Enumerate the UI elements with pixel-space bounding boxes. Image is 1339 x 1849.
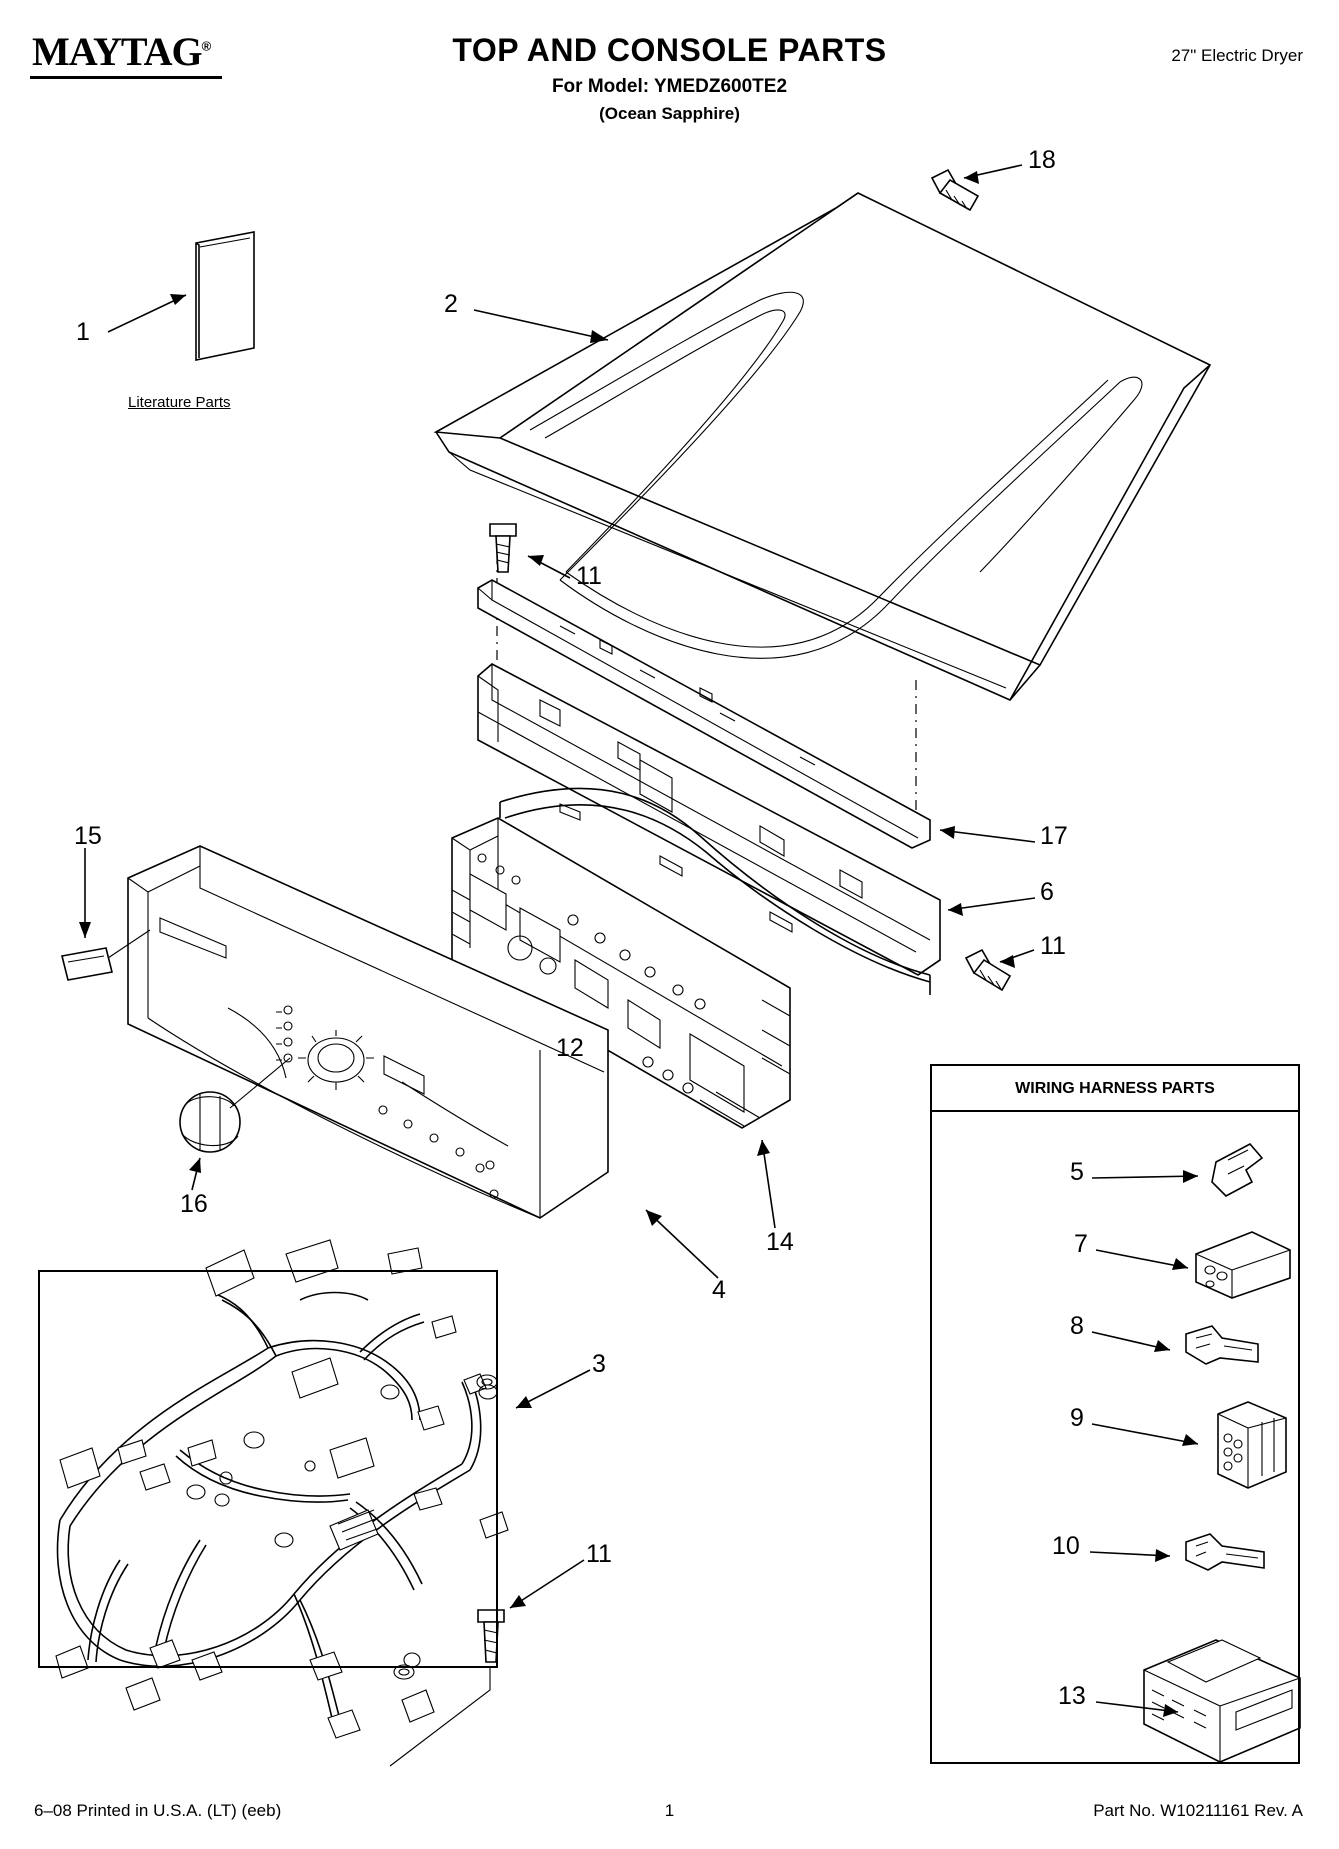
part-16-knob bbox=[180, 1092, 240, 1152]
page-title: TOP AND CONSOLE PARTS bbox=[452, 32, 887, 68]
model-line: For Model: YMEDZ600TE2 bbox=[551, 76, 788, 97]
part-number: Part No. W10211161 Rev. A bbox=[1093, 1801, 1303, 1820]
callout-3: 3 bbox=[592, 1350, 606, 1378]
callout-9: 9 bbox=[1070, 1404, 1084, 1432]
box-divider bbox=[932, 1110, 1298, 1112]
callout-1: 1 bbox=[76, 318, 90, 346]
callout-2: 2 bbox=[444, 290, 458, 318]
callout-7: 7 bbox=[1074, 1230, 1088, 1258]
part-11-screw-right bbox=[966, 950, 1010, 990]
color-line: (Ocean Sapphire) bbox=[599, 104, 740, 123]
caption-literature-parts: Literature Parts bbox=[128, 394, 231, 411]
wiring-harness-parts-title: WIRING HARNESS PARTS bbox=[1015, 1080, 1215, 1097]
registered-mark: ® bbox=[201, 38, 211, 54]
callout-15: 15 bbox=[74, 822, 102, 850]
callout-6: 6 bbox=[1040, 878, 1054, 906]
part-15-pad bbox=[62, 948, 112, 980]
callout-13: 13 bbox=[1058, 1682, 1086, 1710]
footer-print-info: 6–08 Printed in U.S.A. (LT) (eeb) bbox=[34, 1801, 282, 1820]
callout-16: 16 bbox=[180, 1190, 208, 1218]
part-11-screw-top bbox=[490, 524, 516, 572]
page-number: 1 bbox=[664, 1801, 675, 1820]
callout-8: 8 bbox=[1070, 1312, 1084, 1340]
callout-12: 12 bbox=[556, 1034, 584, 1062]
callout-11-right: 11 bbox=[1040, 932, 1066, 960]
leader-2 bbox=[474, 310, 608, 340]
callout-11-bottom: 11 bbox=[586, 1540, 612, 1568]
callout-11-top: 11 bbox=[576, 562, 602, 590]
part-1-literature bbox=[196, 232, 254, 360]
leader-11-bottom-ext bbox=[390, 1666, 490, 1766]
callout-18: 18 bbox=[1028, 146, 1056, 174]
callout-10: 10 bbox=[1052, 1532, 1080, 1560]
wiring-harness-parts-box bbox=[930, 1064, 1300, 1764]
callout-14: 14 bbox=[766, 1228, 794, 1256]
harness-drawing-box bbox=[38, 1270, 498, 1668]
callout-5: 5 bbox=[1070, 1158, 1084, 1186]
appliance-type: 27" Electric Dryer bbox=[1171, 46, 1303, 65]
callout-17: 17 bbox=[1040, 822, 1068, 850]
brand-text: MAYTAG bbox=[32, 29, 202, 74]
callout-4: 4 bbox=[712, 1276, 726, 1304]
